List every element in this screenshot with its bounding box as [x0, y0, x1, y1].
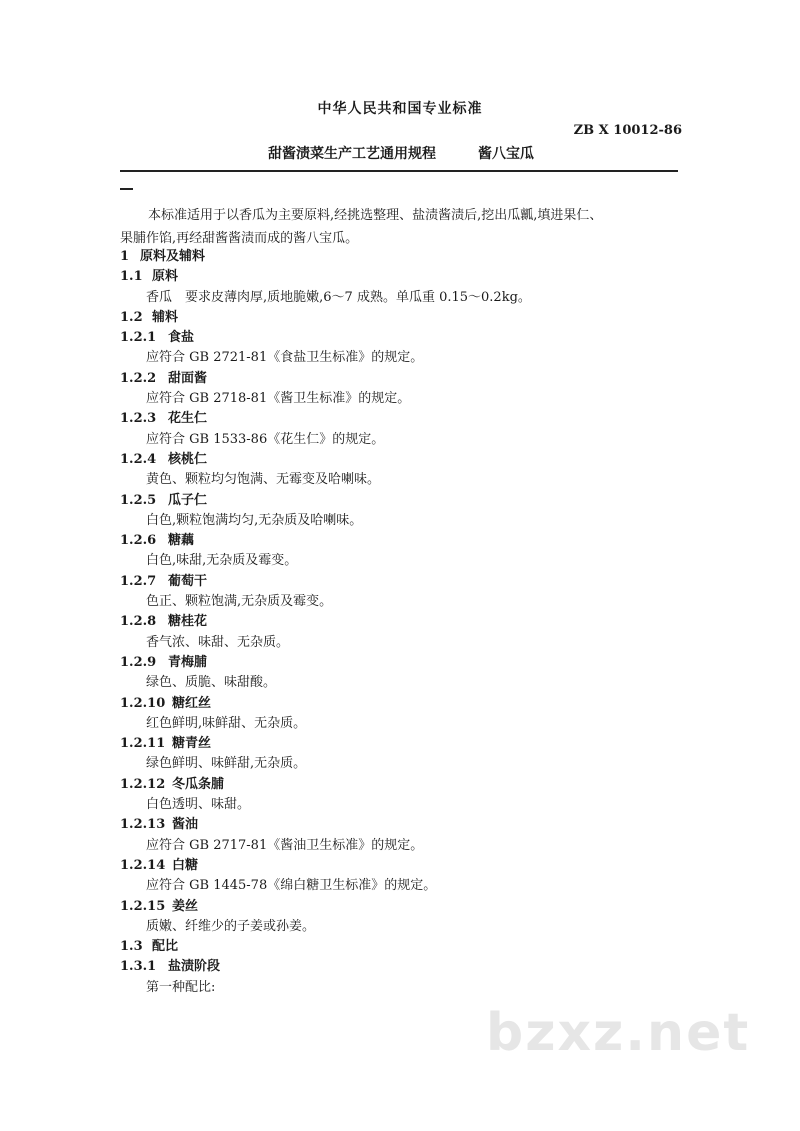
- section-heading: [0, 247, 800, 267]
- section-text: [0, 633, 800, 653]
- section-text: [0, 673, 800, 693]
- section-heading-text: 糖桂花: [168, 614, 208, 630]
- section-content-text: 第一种配比:: [146, 979, 216, 995]
- section-number: 1.2.10: [120, 695, 166, 711]
- section-heading: [0, 572, 800, 592]
- section-heading: [0, 937, 800, 957]
- section-content-text: 绿色鲜明、味鲜甜,无杂质。: [146, 756, 307, 772]
- section-heading-text: 糖红丝: [172, 695, 212, 711]
- section-heading: [0, 815, 800, 835]
- section-text: [0, 288, 800, 308]
- section-heading: [0, 450, 800, 470]
- section-number: 1.2.1: [120, 330, 157, 346]
- section-number: 1.3.1: [120, 959, 157, 975]
- document-title: 甜酱渍菜生产工艺通用规程: [268, 146, 436, 162]
- section-number: 1.2.14: [120, 857, 166, 873]
- intro-line-1: 本标准适用于以香瓜为主要原料,经挑选整理、盐渍酱渍后,挖出瓜瓤,填进果仁、: [148, 208, 603, 223]
- section-number: 1.2.2: [120, 370, 157, 386]
- section-heading-text: 盐渍阶段: [168, 959, 221, 975]
- section-content-text: 白色,味甜,无杂质及霉变。: [146, 553, 298, 569]
- section-number: 1.1: [120, 269, 143, 285]
- standard-title: 中华人民共和国专业标准: [317, 101, 483, 117]
- section-text: [0, 917, 800, 937]
- section-heading-text: 冬瓜条脯: [172, 776, 225, 792]
- section-heading: [0, 308, 800, 328]
- section-number: 1.2.15: [120, 898, 166, 914]
- section-text: [0, 754, 800, 774]
- section-text: [0, 511, 800, 531]
- section-heading-text: 花生仁: [168, 411, 208, 427]
- section-heading-text: 甜面酱: [168, 370, 208, 386]
- section-heading-text: 青梅脯: [168, 654, 208, 670]
- section-number: 1.2.9: [120, 654, 157, 670]
- section-heading: [0, 328, 800, 348]
- intro-paragraph: [120, 204, 680, 250]
- header-rule: [120, 170, 678, 172]
- section-heading-text: 原料: [152, 269, 179, 285]
- document-subtitle: 酱八宝瓜: [478, 146, 534, 162]
- section-heading-text: 姜丝: [172, 898, 199, 914]
- section-heading-text: 葡萄干: [168, 573, 208, 589]
- section-content-text: 红色鲜明,味鲜甜、无杂质。: [146, 715, 307, 731]
- section-heading-text: 核桃仁: [168, 451, 208, 467]
- section-text: [0, 348, 800, 368]
- section-content-text: 白色透明、味甜。: [146, 797, 251, 813]
- section-text: [0, 795, 800, 815]
- section-heading: [0, 734, 800, 754]
- section-text: [0, 592, 800, 612]
- section-content-text: 色正、颗粒饱满,无杂质及霉变。: [146, 594, 333, 610]
- section-content-text: 应符合 GB 2721-81《食盐卫生标准》的规定。: [146, 350, 424, 366]
- section-heading: [0, 775, 800, 795]
- section-number: 1.3: [120, 939, 143, 955]
- section-heading-text: 配比: [152, 939, 179, 955]
- section-heading-text: 白糖: [172, 857, 199, 873]
- section-heading-text: 糖青丝: [172, 736, 212, 752]
- section-heading-text: 瓜子仁: [168, 492, 208, 508]
- section-number: 1.2.11: [120, 736, 166, 752]
- document-title-row: [268, 143, 534, 163]
- section-number: 1: [120, 249, 130, 264]
- section-text: [0, 714, 800, 734]
- section-text: [0, 978, 800, 998]
- section-content-text: 应符合 GB 1533-86《花生仁》的规定。: [146, 431, 385, 447]
- section-content-text: 香气浓、味甜、无杂质。: [146, 634, 290, 650]
- section-heading: [0, 957, 800, 977]
- section-heading-text: 酱油: [172, 817, 199, 833]
- section-heading: [0, 491, 800, 511]
- section-heading: [0, 409, 800, 429]
- section-content-text: 黄色、颗粒均匀饱满、无霉变及哈喇味。: [146, 472, 381, 488]
- section-content-text: 应符合 GB 1445-78《绵白糖卫生标准》的规定。: [146, 878, 437, 894]
- section-number: 1.2: [120, 309, 143, 325]
- section-dash-mark: [120, 188, 133, 190]
- section-number: 1.2.6: [120, 533, 157, 549]
- section-heading: [0, 897, 800, 917]
- section-heading-text: 糖藕: [168, 533, 195, 549]
- section-content-text: 绿色、质脆、味甜酸。: [146, 675, 277, 691]
- section-text: [0, 836, 800, 856]
- section-heading-text: 原料及辅料: [140, 249, 206, 264]
- section-heading-text: 食盐: [168, 330, 195, 346]
- section-content-text: 白色,颗粒饱满均匀,无杂质及哈喇味。: [146, 512, 363, 528]
- standard-code: ZB X 10012-86: [573, 123, 682, 138]
- section-number: 1.2.3: [120, 411, 157, 427]
- section-content-text: 应符合 GB 2717-81《酱油卫生标准》的规定。: [146, 837, 424, 853]
- section-text: [0, 430, 800, 450]
- section-content-text: 应符合 GB 2718-81《酱卫生标准》的规定。: [146, 391, 411, 407]
- section-text: [0, 470, 800, 490]
- section-heading: [0, 531, 800, 551]
- section-heading: [0, 653, 800, 673]
- section-number: 1.2.4: [120, 451, 157, 467]
- section-number: 1.2.7: [120, 573, 157, 589]
- section-heading: [0, 369, 800, 389]
- section-content-text: 质嫩、纤维少的子姜或孙姜。: [146, 918, 316, 934]
- section-text: [0, 551, 800, 571]
- section-number: 1.2.5: [120, 492, 157, 508]
- watermark-text: bzxz.net: [486, 1003, 751, 1063]
- section-heading: [0, 267, 800, 287]
- section-number: 1.2.13: [120, 817, 166, 833]
- section-heading: [0, 694, 800, 714]
- section-text: [0, 876, 800, 896]
- section-number: 1.2.12: [120, 776, 166, 792]
- section-content-text: 香瓜 要求皮薄肉厚,质地脆嫩,6～7 成熟。单瓜重 0.15～0.2kg。: [146, 289, 531, 305]
- intro-line-2: 果脯作馅,再经甜酱酱渍而成的酱八宝瓜。: [120, 231, 359, 246]
- section-heading-text: 辅料: [152, 309, 179, 325]
- section-number: 1.2.8: [120, 614, 157, 630]
- section-text: [0, 389, 800, 409]
- section-heading: [0, 612, 800, 632]
- document-body: [0, 247, 800, 998]
- section-heading: [0, 856, 800, 876]
